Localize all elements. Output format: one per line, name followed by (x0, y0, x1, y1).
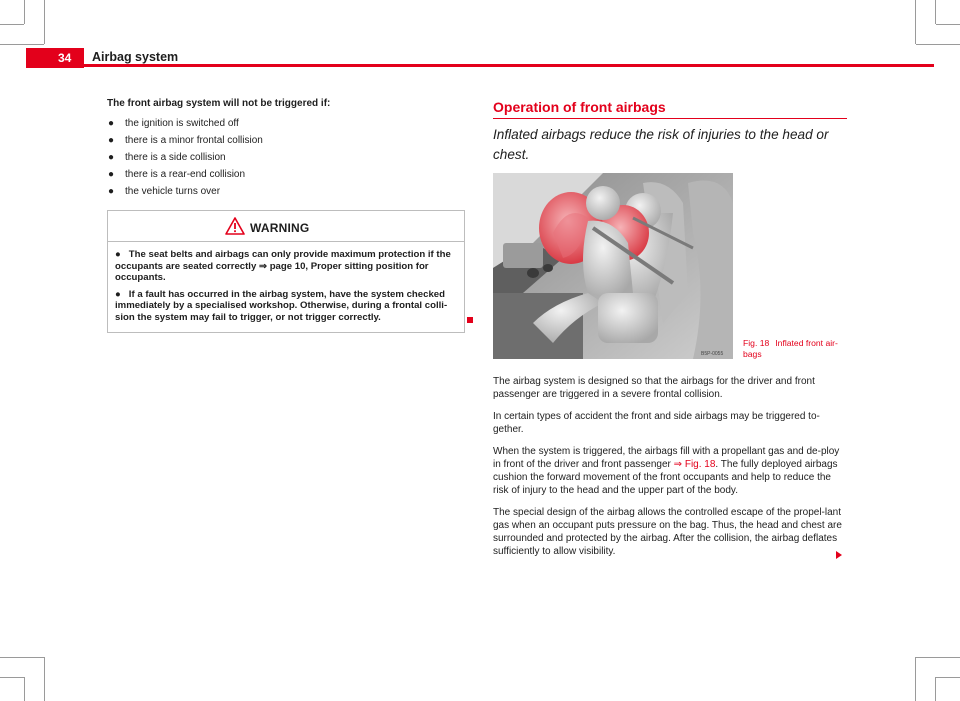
bullet-icon: ● (115, 249, 121, 260)
page-number: 34 (26, 48, 84, 68)
bullet-icon: ● (115, 288, 121, 300)
paragraph-text: When the system is triggered, the airbags fill with a propellant gas and de-ploy in front of the driver and front passenger (493, 446, 840, 470)
crop-mark (0, 657, 44, 658)
header-rule (84, 64, 934, 67)
warning-text: The seat belts and airbags can only provide maximum protection if the occupants are seated correctly (115, 249, 451, 272)
list-item-text: the ignition is switched off (125, 118, 239, 129)
paragraph-text: . The fully deployed airbags cushion the forward movement of the front occupants and help to reduce the risk of injury to the head and the upper part of the body. (493, 459, 838, 496)
warning-item (115, 289, 457, 324)
crop-mark (0, 44, 44, 45)
paragraph: The special design of the airbag allows the controlled escape of the propel-lant gas when an occupant puts pressure on the bag. Thus, the head and chest are surrounded and protected by the airbag. After the collision, the airbag deflates sufficiently to allow visibility. (493, 507, 842, 557)
list-item (107, 186, 465, 197)
crop-mark (936, 24, 960, 25)
paragraph: In certain types of accident the front and side airbags may be triggered to-gether. (493, 411, 820, 435)
crop-mark (935, 677, 936, 701)
warning-text: If a fault has occurred in the airbag system, have the system checked immediately by a specialised workshop. Otherwise, during a frontal colli-sion the system may fail to trigger, or not trigger correctly. (115, 288, 448, 323)
crop-mark (916, 657, 960, 658)
list-item (107, 118, 465, 129)
warning-box (107, 210, 465, 333)
section-rule (493, 118, 847, 119)
condition-list (107, 118, 465, 197)
left-column (107, 98, 465, 203)
chapter-title: Airbag system (92, 50, 179, 64)
crop-mark (915, 0, 916, 44)
figure-caption (743, 338, 849, 360)
warning-header (108, 211, 464, 242)
figure-number: Fig. 18 (743, 338, 770, 348)
section-subtitle: Inflated airbags reduce the risk of injuries to the head or chest. (493, 127, 829, 162)
figure-caption-text: Inflated front air-bags (743, 338, 838, 359)
crop-mark (44, 0, 45, 44)
warning-item (115, 249, 457, 284)
bullet-icon: ● (108, 135, 115, 146)
crop-mark (24, 677, 25, 701)
crop-mark (44, 657, 45, 701)
list-item (107, 152, 465, 163)
intro-text: The front airbag system will not be triggered if: (107, 98, 331, 109)
paragraph: The airbag system is designed so that the airbags for the driver and front passenger are triggered in a severe frontal collision. (493, 376, 815, 400)
crop-mark (0, 24, 24, 25)
figure-reference-link[interactable]: ⇒ Fig. 18 (673, 459, 716, 470)
warning-title: WARNING (250, 221, 310, 235)
crop-mark (935, 0, 936, 24)
figure-code: B5P-0055 (701, 351, 724, 357)
page-reference-link[interactable]: ⇒ page 10, Proper sitting position for occupants. (115, 260, 429, 283)
crop-mark (936, 677, 960, 678)
right-column (493, 98, 849, 116)
continue-arrow-icon (836, 551, 842, 559)
crop-mark (0, 677, 24, 678)
list-item (107, 169, 465, 180)
bullet-icon: ● (108, 118, 115, 129)
list-item-text: there is a rear-end collision (125, 169, 246, 180)
end-marker (467, 317, 473, 323)
list-item (107, 135, 465, 146)
paragraph (493, 445, 845, 497)
bullet-icon: ● (108, 152, 115, 163)
bullet-icon: ● (108, 169, 115, 180)
list-item-text: there is a side collision (125, 152, 226, 163)
crop-mark (916, 44, 960, 45)
warning-triangle-icon (225, 217, 245, 240)
crop-mark (915, 657, 916, 701)
warning-body (108, 242, 464, 323)
bullet-icon: ● (108, 186, 115, 197)
airbag-illustration (493, 173, 733, 359)
body-text (493, 375, 845, 567)
crop-mark (24, 0, 25, 24)
list-item-text: there is a minor frontal collision (125, 135, 263, 146)
section-title: Operation of front airbags (493, 99, 666, 115)
list-item-text: the vehicle turns over (125, 186, 221, 197)
